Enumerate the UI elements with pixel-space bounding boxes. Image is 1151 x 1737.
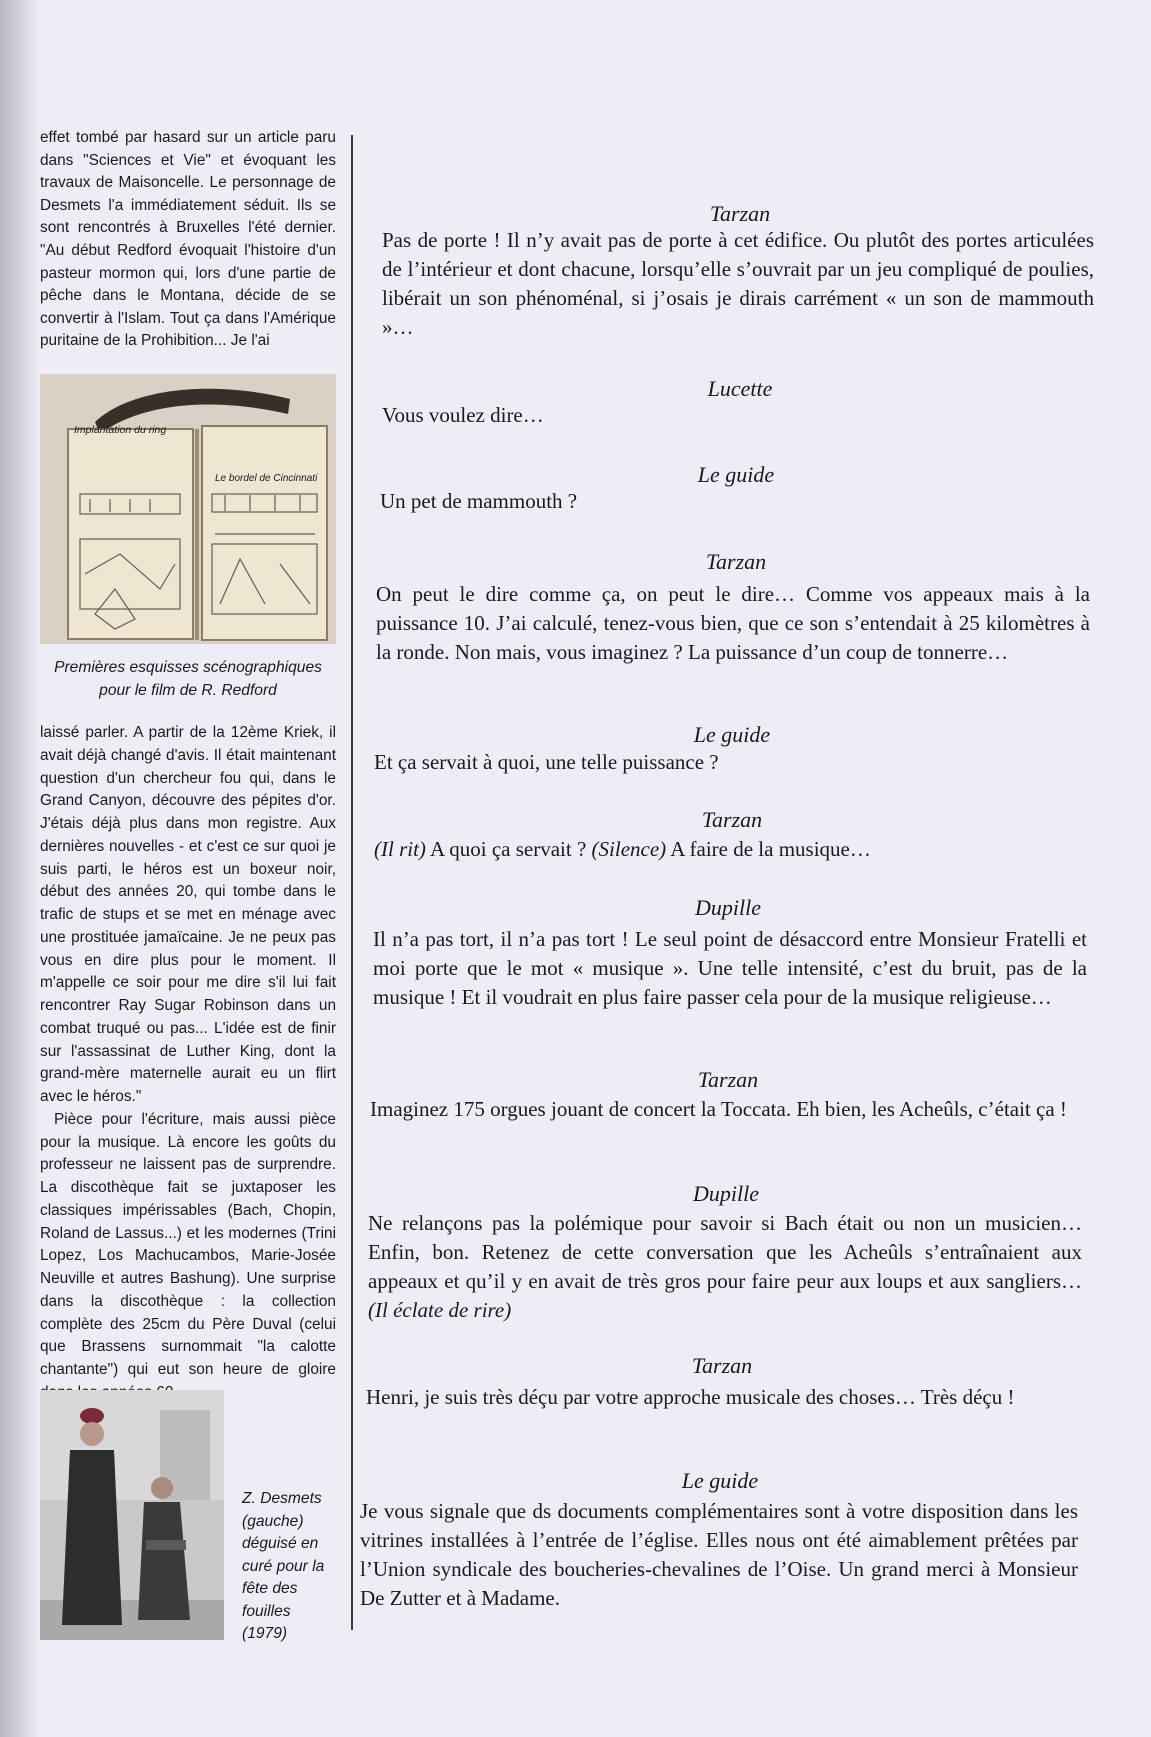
desmets-caption-line1: Z. Desmets	[242, 1490, 322, 1507]
speaker-name: Le guide	[697, 462, 775, 487]
speech-fragment: A quoi ça servait ?	[425, 837, 592, 861]
left-column-continued	[40, 722, 336, 1405]
speech-fragment: Ne relançons pas la polémique pour savoir si Bach était ou non un musicien… Enfin, bon. Retenez de cette conversation que les Acheûls s’entraînaient aux appeaux et qu’il y en avait de très gros pour faire peur aux loups et aux sangliers…	[368, 1211, 1082, 1293]
speaker-name: Dupille	[693, 1181, 759, 1206]
sketch-caption-line2: pour le film de R. Redford	[99, 682, 277, 699]
speaker-name: Le guide	[681, 1468, 759, 1493]
sketch-label-left: Implantation du ring	[74, 424, 167, 436]
speaker-name: Tarzan	[701, 807, 763, 832]
left-paragraph-1: effet tombé par hasard sur un article paru dans "Sciences et Vie" et évoquant les travaux de Maisoncelle. Le personnage de Desmets l'a immédiatement séduit. Ils se sont rencontrés à Bruxelles l'été dernier. "Au début Redford évoquait l'histoire d'un pasteur mormon qui, lors d'une partie de pêche dans le Montana, décide de se convertir à l'Islam. Tout ça dans l'Amérique puritaine de la Prohibition... Je l'ai	[40, 129, 336, 350]
book-gutter-shadow	[0, 0, 40, 1737]
speech-text	[374, 835, 1088, 864]
speech-text	[368, 1209, 1082, 1325]
sketch-label-right: Le bordel de Cincinnati	[215, 473, 318, 484]
stage-direction: (Il rit)	[374, 837, 426, 861]
speaker-name: Le guide	[693, 722, 771, 747]
stage-direction: (Il éclate de rire)	[368, 1298, 512, 1322]
sketch-caption	[40, 656, 336, 702]
photo-two-priests	[40, 1390, 224, 1640]
speaker-name: Tarzan	[709, 201, 771, 226]
desmets-photo	[40, 1390, 224, 1640]
desmets-caption-line4: curé pour la	[242, 1557, 325, 1575]
speaker-name: Dupille	[695, 895, 761, 920]
sketchbook-illustration	[40, 374, 336, 644]
speech-text: Pas de porte ! Il n’y avait pas de porte à cet édifice. Ou plutôt des portes articulées de l’intérieur et dont chacune, lorsqu’elle s’ouvrait par un jeu compliqué de poulies, libérait un son phénoménal, si j’osais je dirais carrément « un son de mammouth »…	[382, 228, 1094, 339]
left-paragraph-3: Pièce pour l'écriture, mais aussi pièce pour la musique. Là encore les goûts du professeur ne laissent pas de surprendre. La discothèque fait se juxtaposer les classiques impérissables (Bach, Chopin, Roland de Lassus...) et les modernes (Trini Lopez, Los Machucambos, Marie-Josée Neuville et autres Bashung). Une surprise dans la discothèque : la collection complète des 25cm du Père Duval (celui que Brassens surnommait "la calotte chantante") qui eut son heure de gloire	[40, 1110, 336, 1378]
speech-text: Et ça servait à quoi, une telle puissance ?	[374, 750, 719, 774]
column-divider	[351, 135, 353, 1630]
speaker-name: Tarzan	[697, 1067, 759, 1092]
desmets-caption	[242, 1488, 342, 1646]
speaker-name: Tarzan	[705, 549, 767, 574]
desmets-caption-line2: (gauche)	[242, 1512, 304, 1530]
speech-fragment: A faire de la musique…	[666, 837, 871, 861]
left-paragraph-2: laissé parler. A partir de la 12ème Kriek, il avait déjà changé d'avis. Il était maintenant question d'un chercheur fou qui, dans le Grand Canyon, découvre des pépites d'or. J'étais déjà plus dans mon registre. Aux dernières nouvelles - et c'est ce sur quoi je suis parti, le héros est un boxeur noir, début des années 20, qui tombe dans le trafic de stups et se met en ménage avec une prostituée jamaïcaine. Je ne peux pas vous en dire plus pour le moment. Il m'appelle ce soir pour me dire s'il lui fait rencontrer Ray Sugar Robinson dans un combat truqué ou pas... L'idée est de finir sur l'assassinat de Luther King, dont la grand-mère maternelle aurait eu un flirt avec le héros."	[40, 724, 336, 1105]
speech-text: On peut le dire comme ça, on peut le dire… Comme vos appeaux mais à la puissance 10. J’ai calculé, tenez-vous bien, que ce son s’entendait à 25 kilomètres à la ronde. Non mais, vous imaginez ? La puissance d’un coup de tonnerre…	[376, 582, 1090, 664]
speech-text: Je vous signale que ds documents complémentaires sont à votre disposition dans les vitrines installées à l’entrée de l’église. Elles nous ont été aimablement prêtées par l’Union syndicale des boucheries-chevalines de l’Oise. Un grand merci à Monsieur De Zutter et à Madame.	[360, 1499, 1078, 1610]
speech-text: Imaginez 175 orgues jouant de concert la Toccata. Eh bien, les Acheûls, c’était ça !	[370, 1097, 1067, 1121]
sketch-photo	[40, 374, 336, 644]
speech-text: Vous voulez dire…	[382, 403, 544, 427]
desmets-caption-line3: déguisé en	[242, 1535, 319, 1552]
sketch-caption-line1: Premières esquisses scénographiques	[54, 659, 322, 676]
speaker-name: Tarzan	[691, 1353, 753, 1378]
stage-direction: (Silence)	[591, 837, 667, 861]
speech-text: Un pet de mammouth ?	[380, 489, 578, 513]
desmets-caption-line6: fouilles	[242, 1602, 291, 1620]
speech-text: Henri, je suis très déçu par votre approche musicale des choses… Très déçu !	[366, 1385, 1015, 1409]
desmets-caption-line5: fête des	[242, 1580, 298, 1597]
speech-text: Il n’a pas tort, il n’a pas tort ! Le seul point de désaccord entre Monsieur Fratelli et moi porte que le mot « musique ». Une telle intensité, c’est du bruit, pas de la musique ! Et il voudrait en plus faire passer cela pour de la musique religieuse…	[373, 927, 1087, 1009]
left-column-intro	[40, 127, 336, 353]
speaker-name: Lucette	[707, 376, 773, 401]
desmets-caption-line7: (1979)	[242, 1625, 288, 1642]
